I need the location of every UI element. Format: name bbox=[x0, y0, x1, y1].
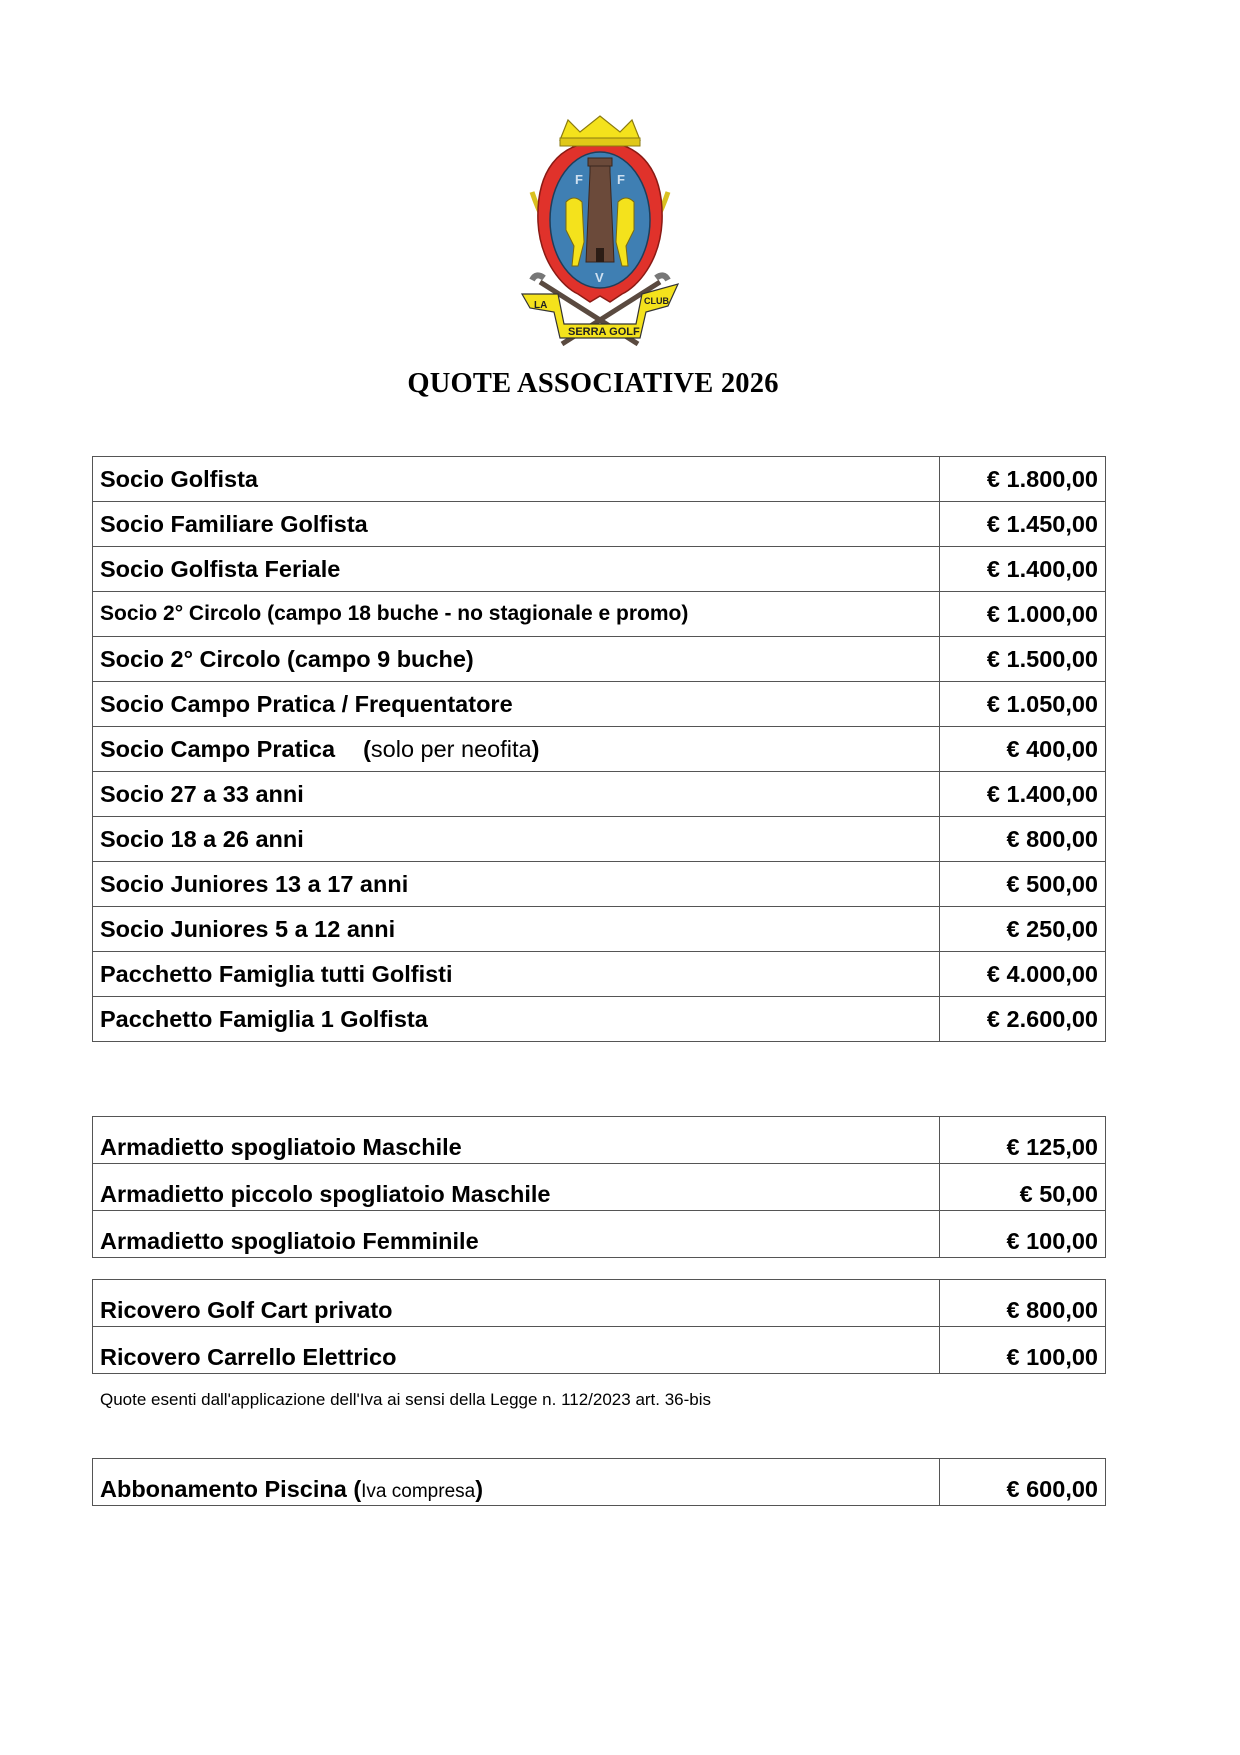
fee-label: Socio Familiare Golfista bbox=[93, 502, 940, 547]
locker-fees-table bbox=[92, 1116, 1106, 1258]
table-row bbox=[93, 502, 1106, 547]
fee-label: Ricovero Golf Cart privato bbox=[93, 1280, 940, 1327]
paren-close: ) bbox=[531, 735, 540, 762]
fee-label: Socio Golfista bbox=[93, 457, 940, 502]
fee-label-main: Socio Campo Pratica bbox=[100, 735, 336, 762]
fee-label: Socio 2° Circolo (campo 18 buche - no stagionale e promo) bbox=[93, 592, 940, 637]
fee-label: Socio 27 a 33 anni bbox=[93, 772, 940, 817]
vat-exemption-note: Quote esenti dall'applicazione dell'Iva ai sensi della Legge n. 112/2023 art. 36-bis bbox=[100, 1390, 712, 1409]
fee-price: € 600,00 bbox=[940, 1459, 1106, 1506]
paren-close: ) bbox=[475, 1476, 484, 1502]
club-crest-logo bbox=[518, 112, 682, 348]
fee-label: Socio Juniores 13 a 17 anni bbox=[93, 862, 940, 907]
fee-price: € 1.000,00 bbox=[940, 592, 1106, 637]
table-row bbox=[93, 637, 1106, 682]
svg-text:F: F bbox=[617, 172, 625, 187]
fee-price: € 400,00 bbox=[940, 727, 1106, 772]
paren-open: ( bbox=[363, 735, 371, 762]
fee-price: € 1.400,00 bbox=[940, 547, 1106, 592]
page-title: QUOTE ASSOCIATIVE 2026 bbox=[407, 368, 779, 399]
fee-price: € 1.450,00 bbox=[940, 502, 1106, 547]
fee-label: Socio 18 a 26 anni bbox=[93, 817, 940, 862]
fee-label-with-note bbox=[93, 1459, 940, 1506]
fee-label: Armadietto spogliatoio Femminile bbox=[93, 1211, 940, 1258]
svg-text:V: V bbox=[595, 270, 604, 285]
fee-label: Ricovero Carrello Elettrico bbox=[93, 1327, 940, 1374]
table-row bbox=[93, 862, 1106, 907]
table-row bbox=[93, 1211, 1106, 1258]
svg-text:SERRA GOLF: SERRA GOLF bbox=[568, 326, 640, 338]
fee-price: € 1.400,00 bbox=[940, 772, 1106, 817]
fee-price: € 1.800,00 bbox=[940, 457, 1106, 502]
fee-price: € 800,00 bbox=[940, 1280, 1106, 1327]
fee-price: € 500,00 bbox=[940, 862, 1106, 907]
table-row bbox=[93, 952, 1106, 997]
fee-price: € 100,00 bbox=[940, 1327, 1106, 1374]
fee-label: Socio Juniores 5 a 12 anni bbox=[93, 907, 940, 952]
paren-open: ( bbox=[353, 1476, 362, 1502]
fee-price: € 4.000,00 bbox=[940, 952, 1106, 997]
fee-label: Armadietto spogliatoio Maschile bbox=[93, 1117, 940, 1164]
svg-text:CLUB: CLUB bbox=[644, 296, 669, 306]
table-row bbox=[93, 997, 1106, 1042]
table-row bbox=[93, 1117, 1106, 1164]
table-row bbox=[93, 1327, 1106, 1374]
table-row bbox=[93, 1280, 1106, 1327]
fee-price: € 800,00 bbox=[940, 817, 1106, 862]
svg-text:F: F bbox=[575, 172, 583, 187]
table-row bbox=[93, 1459, 1106, 1506]
svg-text:LA: LA bbox=[534, 300, 548, 311]
table-row bbox=[93, 727, 1106, 772]
fee-price: € 1.050,00 bbox=[940, 682, 1106, 727]
fee-label-note: solo per neofita bbox=[370, 735, 532, 762]
storage-fees-table bbox=[92, 1279, 1106, 1374]
fee-price: € 100,00 bbox=[940, 1211, 1106, 1258]
table-row bbox=[93, 907, 1106, 952]
fee-label: Armadietto piccolo spogliatoio Maschile bbox=[93, 1164, 940, 1211]
crest-icon bbox=[518, 112, 682, 348]
fee-price: € 50,00 bbox=[940, 1164, 1106, 1211]
table-row bbox=[93, 1164, 1106, 1211]
fee-price: € 1.500,00 bbox=[940, 637, 1106, 682]
table-row bbox=[93, 592, 1106, 637]
fee-label: Pacchetto Famiglia tutti Golfisti bbox=[93, 952, 940, 997]
table-row bbox=[93, 457, 1106, 502]
table-row bbox=[93, 817, 1106, 862]
fee-price: € 250,00 bbox=[940, 907, 1106, 952]
fee-price: € 2.600,00 bbox=[940, 997, 1106, 1042]
fee-label: Socio 2° Circolo (campo 9 buche) bbox=[93, 637, 940, 682]
membership-fees-table bbox=[92, 456, 1106, 1042]
table-row bbox=[93, 547, 1106, 592]
fee-label: Pacchetto Famiglia 1 Golfista bbox=[93, 997, 940, 1042]
fee-label-with-note bbox=[93, 727, 940, 772]
table-row bbox=[93, 682, 1106, 727]
fee-label: Socio Golfista Feriale bbox=[93, 547, 940, 592]
fee-label-main: Abbonamento Piscina bbox=[100, 1476, 347, 1502]
fee-label: Socio Campo Pratica / Frequentatore bbox=[93, 682, 940, 727]
fee-price: € 125,00 bbox=[940, 1117, 1106, 1164]
pool-fees-table bbox=[92, 1458, 1106, 1506]
table-row bbox=[93, 772, 1106, 817]
fee-label-note: Iva compresa bbox=[361, 1481, 476, 1502]
